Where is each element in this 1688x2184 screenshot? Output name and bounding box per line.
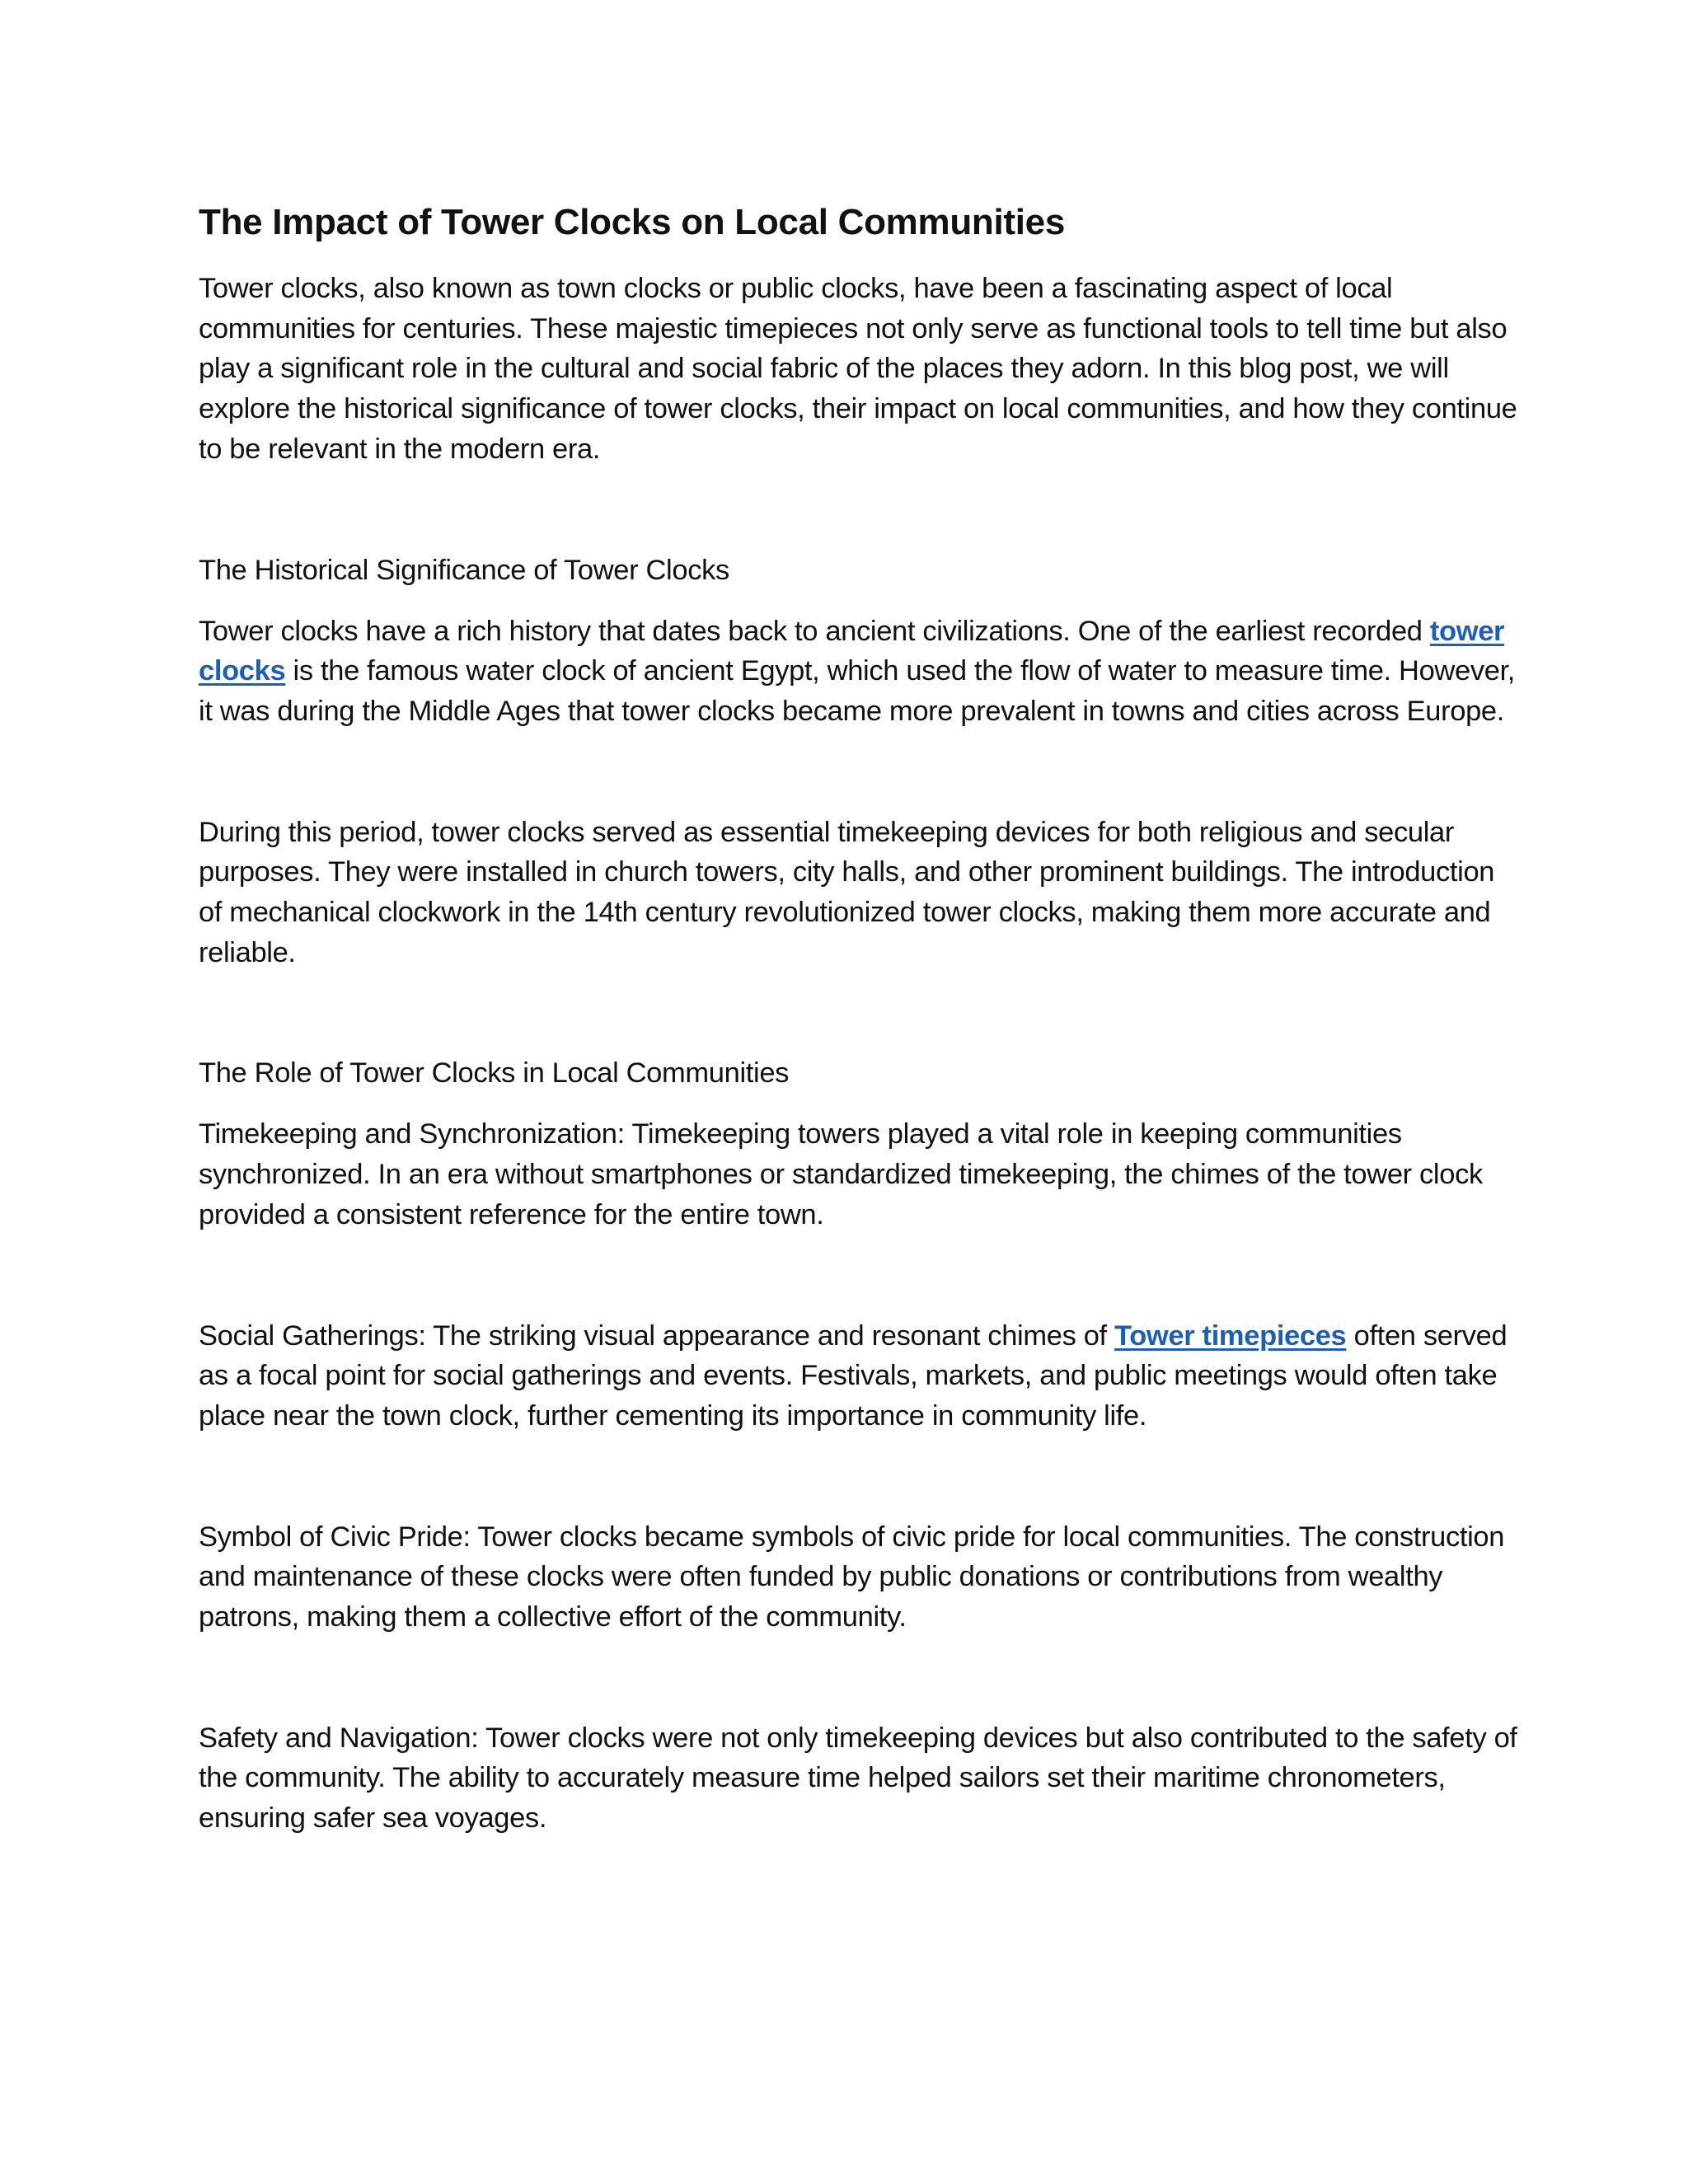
- tower-clocks-link[interactable]: tower clocks: [199, 615, 1505, 687]
- intro-paragraph: Tower clocks, also known as town clocks or public clocks, have been a fascinating aspect of local communities for centuries. These majestic timepieces not only serve as functional tools to tell time but also play a significant role in the cultural and social fabric of the places they adorn. In this blog post, we will explore the historical significance of tower clocks, their impact on local communities, and how they continue to be relevant in the modern era.: [199, 273, 1517, 465]
- role-paragraph-civic-pride: Symbol of Civic Pride: Tower clocks became symbols of civic pride for local communities. The construction and maintenance of these clocks were often funded by public donations or contributions from wealthy patrons, making them a collective effort of the community.: [199, 1521, 1505, 1633]
- tower-timepieces-link[interactable]: Tower timepieces: [1114, 1319, 1347, 1352]
- history-p1-text-before: Tower clocks have a rich history that dates back to ancient civilizations. One of the earliest recorded: [199, 615, 1430, 647]
- history-paragraph-1: [199, 612, 1517, 732]
- role-paragraph-timekeeping: Timekeeping and Synchronization: Timekeeping towers played a vital role in keeping communities synchronized. In an era without smartphones or standardized timekeeping, the chimes of the tower clock provided a consistent reference for the entire town.: [199, 1118, 1483, 1230]
- spacer: [199, 1436, 1517, 1517]
- article-body: [199, 198, 1517, 1839]
- spacer: [199, 1235, 1517, 1316]
- role-p2-text-before: Social Gatherings: The striking visual appearance and resonant chimes of: [199, 1319, 1115, 1352]
- role-paragraph-social: [199, 1316, 1517, 1436]
- spacer: [199, 1638, 1517, 1718]
- role-p2-text-after: often served as a focal point for social gatherings and events. Festivals, markets, and public meetings would often take place near the town clock, further cementing its importance in community life.: [199, 1319, 1507, 1432]
- spacer: [199, 470, 1517, 551]
- section-heading-role: The Role of Tower Clocks in Local Communities: [199, 1057, 790, 1090]
- role-paragraph-safety: Safety and Navigation: Tower clocks were not only timekeeping devices but also contributed to the safety of the community. The ability to accurately measure time helped sailors set their maritime chronometers, ensuring safer sea voyages.: [199, 1722, 1517, 1835]
- history-p1-text-after: is the famous water clock of ancient Egypt, which used the flow of water to measure time. However, it was during the Middle Ages that tower clocks became more prevalent in towns and cities across Europe.: [199, 655, 1516, 727]
- spacer: [199, 972, 1517, 1053]
- history-paragraph-2: During this period, tower clocks served as essential timekeeping devices for both religious and secular purposes. They were installed in church towers, city halls, and other prominent buildings. The introduction of mechanical clockwork in the 14th century revolutionized tower clocks, making them more accurate and reliable.: [199, 816, 1495, 968]
- article-title: The Impact of Tower Clocks on Local Communities: [199, 202, 1066, 242]
- spacer: [199, 732, 1517, 813]
- section-heading-history: The Historical Significance of Tower Clocks: [199, 554, 729, 586]
